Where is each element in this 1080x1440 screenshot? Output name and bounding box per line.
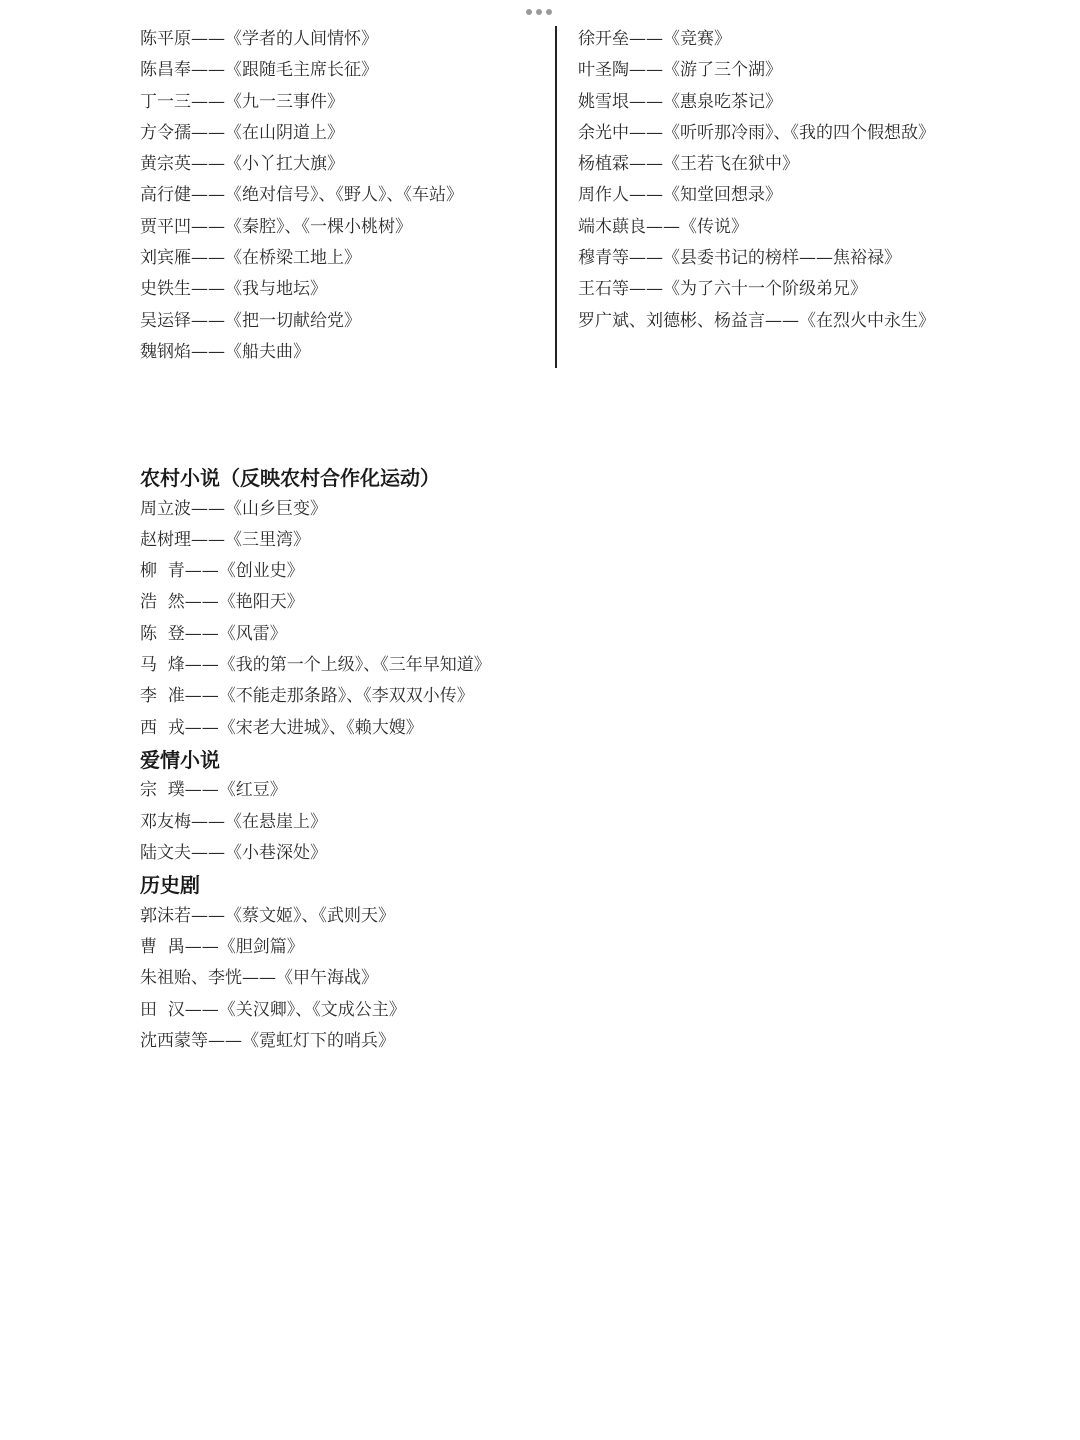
list-item: 陈昌奉——《跟随毛主席长征》 [140, 60, 378, 81]
list-item: 方令孺——《在山阴道上》 [140, 122, 344, 143]
list-item: 叶圣陶——《游了三个湖》 [578, 60, 782, 81]
list-item: 穆青等——《县委书记的榜样——焦裕禄》 [578, 248, 901, 269]
list-item: 高行健——《绝对信号》、《野人》、《车站》 [140, 185, 463, 206]
list-item: 余光中——《听听那冷雨》、《我的四个假想敌》 [578, 122, 935, 143]
list-item: 王石等——《为了六十一个阶级弟兄》 [578, 279, 867, 300]
list-item: 曹 禺——《胆剑篇》 [140, 937, 304, 958]
list-item: 沈西蒙等——《霓虹灯下的哨兵》 [140, 1030, 395, 1051]
list-item: 陆文夫——《小巷深处》 [140, 842, 327, 863]
dot [526, 9, 532, 15]
list-item: 邓友梅——《在悬崖上》 [140, 811, 327, 832]
dot [546, 9, 552, 15]
section-heading-love-novels: 爱情小说 [140, 747, 220, 772]
historical-drama-list [140, 901, 491, 1057]
list-item: 贾平凹——《秦腔》、《一棵小桃树》 [140, 216, 412, 237]
section-heading-historical-drama: 历史剧 [140, 873, 200, 898]
author-work-list-right [578, 24, 935, 337]
list-item: 周立波——《山乡巨变》 [140, 498, 327, 519]
list-item: 刘宾雁——《在桥梁工地上》 [140, 248, 361, 269]
dot [536, 9, 542, 15]
love-novels-list [140, 775, 491, 869]
list-item: 陈 登——《风雷》 [140, 623, 287, 644]
list-item: 姚雪垠——《惠泉吃茶记》 [578, 91, 782, 112]
list-item: 陈平原——《学者的人间情怀》 [140, 29, 378, 49]
column-divider [555, 26, 557, 368]
more-options-icon[interactable] [526, 9, 552, 15]
list-item: 田 汉——《关汉卿》、《文成公主》 [140, 999, 406, 1020]
list-item: 黄宗英——《小丫扛大旗》 [140, 154, 344, 175]
list-item: 周作人——《知堂回想录》 [578, 185, 782, 206]
list-item: 杨植霖——《王若飞在狱中》 [578, 154, 799, 175]
list-item: 马 烽——《我的第一个上级》、《三年早知道》 [140, 654, 491, 675]
list-item: 西 戎——《宋老大进城》、《赖大嫂》 [140, 717, 423, 738]
list-item: 徐开垒——《竞赛》 [578, 29, 731, 49]
section-heading-rural-novels: 农村小说（反映农村合作化运动） [140, 466, 440, 490]
list-item: 吴运铎——《把一切献给党》 [140, 310, 361, 331]
genre-sections [140, 462, 491, 1057]
list-item: 郭沫若——《蔡文姬》、《武则天》 [140, 905, 395, 926]
list-item: 罗广斌、刘德彬、杨益言——《在烈火中永生》 [578, 310, 935, 331]
list-item: 浩 然——《艳阳天》 [140, 592, 304, 613]
list-item: 赵树理——《三里湾》 [140, 529, 310, 550]
list-item: 史铁生——《我与地坛》 [140, 279, 327, 300]
list-item: 丁一三——《九一三事件》 [140, 91, 344, 112]
rural-novels-list [140, 494, 491, 744]
list-item: 李 准——《不能走那条路》、《李双双小传》 [140, 686, 474, 707]
list-item: 端木蕻良——《传说》 [578, 216, 748, 237]
list-item: 柳 青——《创业史》 [140, 561, 304, 582]
list-item: 魏钢焰——《船夫曲》 [140, 341, 310, 362]
author-work-list-left [140, 24, 463, 368]
list-item: 朱祖贻、李恍——《甲午海战》 [140, 968, 378, 989]
list-item: 宗 璞——《红豆》 [140, 780, 287, 801]
